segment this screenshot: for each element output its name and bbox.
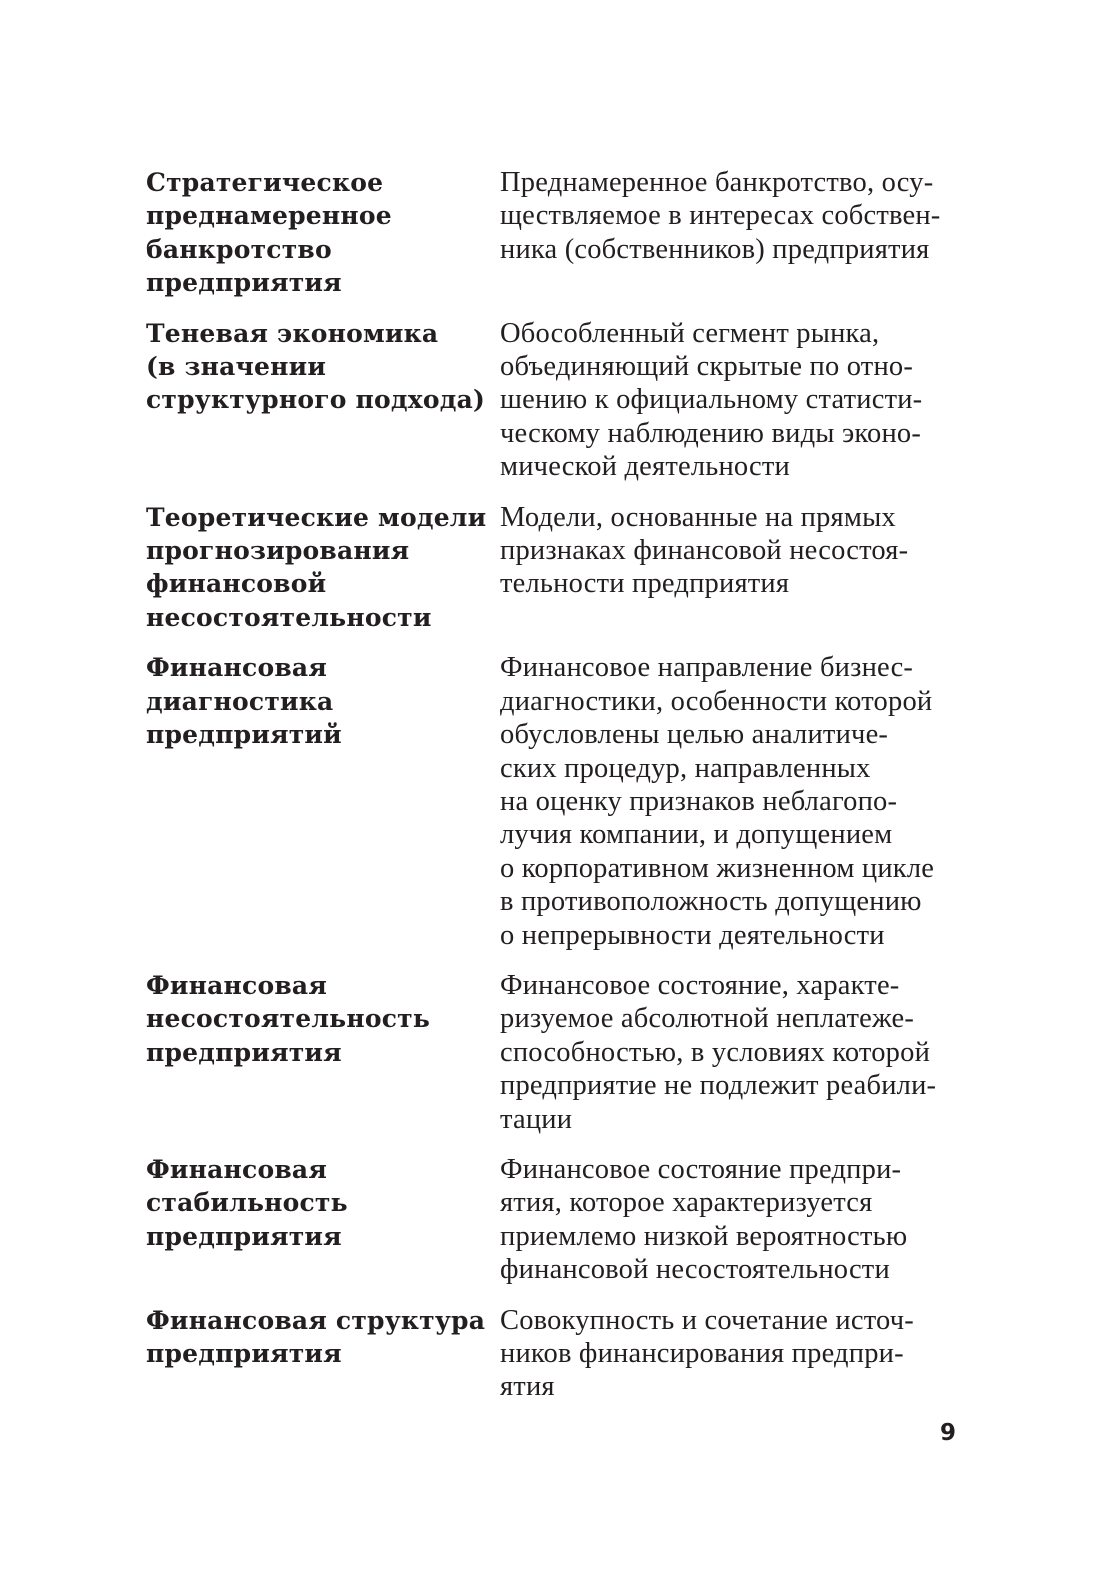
definition: Финансовое направление бизнес- диагностики, особенности которой обусловлены целью аналитиче- ских процедур, направленных на оценку признаков неблагопо- лучия компании, и допущением о корпоративном жизненном цикле в противоположность допущению о непрерывности деятельности	[500, 652, 935, 951]
glossary-entry	[146, 166, 966, 300]
glossary-entry	[146, 969, 966, 1136]
glossary-entry	[146, 501, 966, 635]
glossary-entry	[146, 651, 966, 952]
definition: Финансовое состояние предпри- ятия, которое характеризуется приемлемо низкой вероятностью финансовой несостоятельности	[500, 1153, 908, 1286]
glossary-entry	[146, 1304, 966, 1404]
term: Теоретические модели прогнозирования финансовой несостоятельности	[146, 502, 487, 632]
glossary	[146, 166, 966, 1421]
definition: Преднамеренное банкротство, осу- ществляемое в интересах собствен- ника (собственников) предприятия	[500, 167, 941, 265]
glossary-entry	[146, 1153, 966, 1287]
term: Теневая экономика (в значении структурного подхода)	[146, 318, 486, 415]
term: Стратегическое преднамеренное банкротство предприятия	[146, 168, 392, 298]
term: Финансовая стабильность предприятия	[146, 1154, 348, 1251]
definition: Совокупность и сочетание источ- ников финансирования предпри- ятия	[500, 1304, 914, 1403]
term: Финансовая структура предприятия	[146, 1305, 486, 1368]
term: Финансовая диагностика предприятий	[146, 653, 342, 750]
definition: Обособленный сегмент рынка, объединяющий скрытые по отно- шению к официальному статисти- ческому наблюдению виды эконо- мической деятельности	[500, 317, 923, 483]
definition: Модели, основанные на прямых признаках финансовой несостоя- тельности предприятия	[500, 501, 909, 600]
page-number: 9	[939, 1420, 956, 1446]
glossary-entry	[146, 317, 966, 484]
term: Финансовая несостоятельность предприятия	[146, 970, 431, 1067]
definition: Финансовое состояние, характе- ризуемое абсолютной неплатеже- способностью, в условиях которой предприятие не подлежит реабили- тации	[500, 969, 937, 1135]
